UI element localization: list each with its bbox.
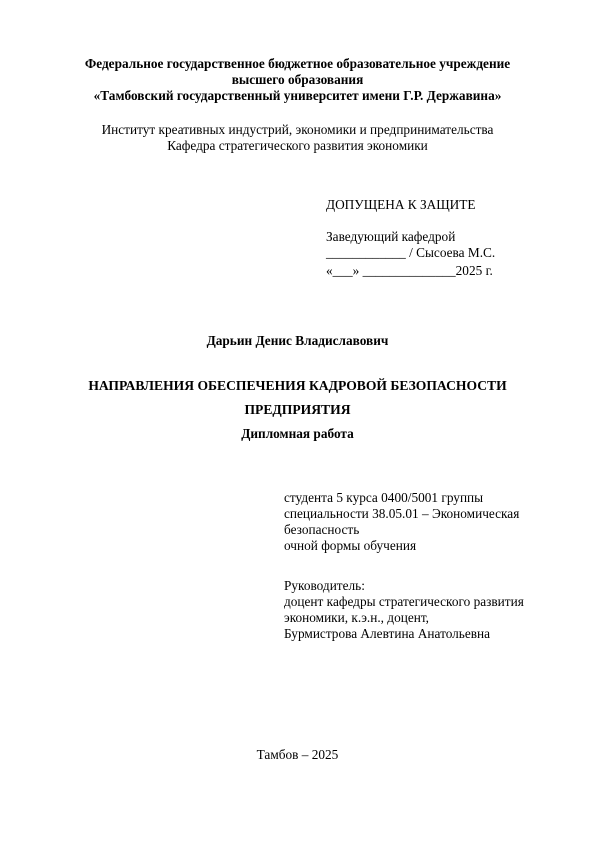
approval-signature: ____________ / Сысоева М.С. [326,245,496,260]
supervisor-line-1: доцент кафедры стратегического развития [284,594,524,609]
institute-name: Институт креативных индустрий, экономики и предпринимательства [101,122,494,137]
thesis-title-line-1: НАПРАВЛЕНИЯ ОБЕСПЕЧЕНИЯ КАДРОВОЙ БЕЗОПАСНОСТИ [88,378,507,393]
header-line-3: «Тамбовский государственный университет имени Г.Р. Державина» [93,88,502,103]
header-line-2: высшего образования [231,72,364,87]
supervisor-line-3: Бурмистрова Алевтина Анатольевна [284,626,491,641]
header-line-1: Федеральное государственное бюджетное образовательное учреждение [84,56,511,71]
approval-heading: ДОПУЩЕНА К ЗАЩИТЕ [326,197,476,212]
author-name: Дарьин Денис Владиславович [206,333,389,348]
supervisor-line-2: экономики, к.э.н., доцент, [284,610,429,625]
student-info-line-1: студента 5 курса 0400/5001 группы [284,490,484,505]
approval-role: Заведующий кафедрой [326,229,456,244]
supervisor-heading: Руководитель: [284,578,365,593]
student-info-line-4: очной формы обучения [284,538,417,553]
city-year: Тамбов – 2025 [256,747,339,762]
student-info-line-2: специальности 38.05.01 – Экономическая [284,506,520,521]
student-info-line-3: безопасность [284,522,360,537]
thesis-title-line-2: ПРЕДПРИЯТИЯ [244,402,351,417]
work-type: Дипломная работа [241,426,354,441]
department-name: Кафедра стратегического развития экономики [167,138,428,153]
approval-date: «___» ______________2025 г. [326,263,493,278]
